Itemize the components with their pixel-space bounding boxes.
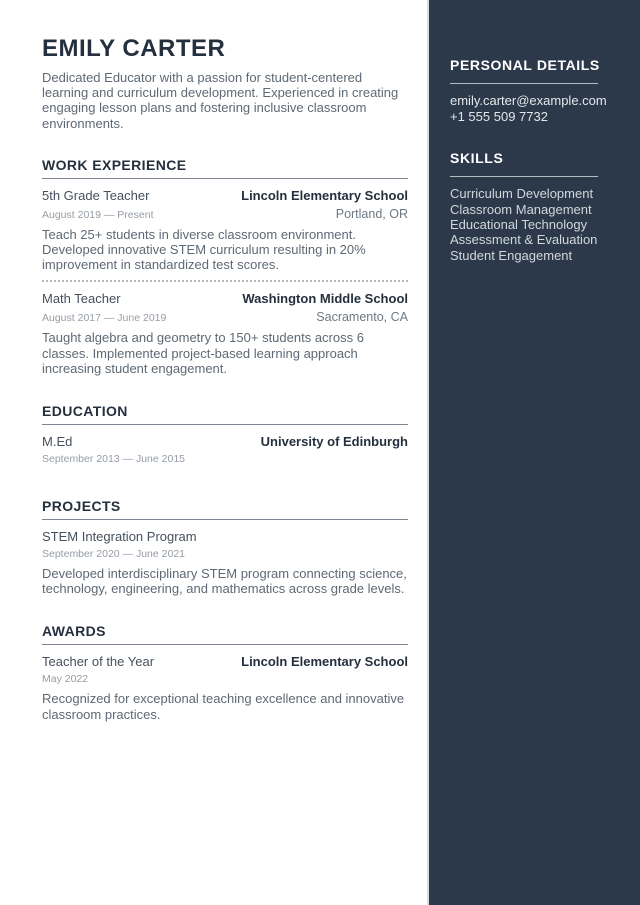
sidebar-heading-skills: SKILLS [450,150,504,167]
job-organization: Lincoln Elementary School [241,187,408,203]
job-description: Taught algebra and geometry to 150+ students across 6 classes. Implemented project-based learning approach increasing student engagement. [42,330,364,376]
sidebar-rule [450,176,598,177]
work-entry [42,188,408,273]
job-dates: August 2017 — June 2019 [42,312,167,325]
work-entry-meta [42,310,408,324]
sidebar-rule [450,83,598,84]
work-entry-meta [42,207,408,221]
award-entry-header [42,654,408,669]
section-projects [42,498,408,596]
section-heading-awards: AWARDS [42,623,408,645]
degree-title: M.Ed [42,434,73,450]
job-title: 5th Grade Teacher [42,187,150,203]
job-title: Math Teacher [42,291,121,307]
skills-list [450,186,620,263]
section-education [42,403,408,465]
job-description: Teach 25+ students in diverse classroom environment. Developed innovative STEM curriculum resulting in 20% improvement in standardized test scores. [42,226,366,273]
award-description: Recognized for exceptional teaching excellence and innovative classroom practices. [42,691,405,722]
section-awards [42,623,408,721]
work-entry [42,291,408,376]
project-entry-header [42,529,408,544]
project-title: STEM Integration Program [42,529,197,545]
project-entry [42,529,408,596]
school-name: University of Edinburgh [260,434,408,450]
sidebar-section-skills [450,148,620,263]
contact-email: emily.carter@example.com [450,93,607,109]
job-dates: August 2019 — Present [42,208,154,221]
candidate-name: EMILY CARTER [42,35,226,62]
section-work-experience [42,157,408,376]
award-entry-meta [42,673,408,685]
work-entry-header [42,291,408,306]
skill-item: Curriculum Development [450,186,594,202]
education-entry-meta [42,453,408,465]
work-entry-header [42,188,408,203]
job-location: Portland, OR [335,206,408,221]
sidebar-section-personal-details [450,55,620,125]
award-dates: May 2022 [42,673,89,686]
skill-item: Student Engagement [450,247,573,263]
project-description: Developed interdisciplinary STEM program connecting science, technology, engineering, and mathematics across grade levels. [42,566,407,597]
sidebar-heading-personal-details: PERSONAL DETAILS [450,57,600,73]
entry-divider [42,280,408,282]
job-location: Sacramento, CA [316,310,408,325]
skill-item: Educational Technology [450,216,588,232]
award-entry [42,654,408,721]
award-organization: Lincoln Elementary School [241,654,408,670]
project-entry-meta [42,548,408,560]
section-heading-projects: PROJECTS [42,498,408,520]
resume-sidebar [429,0,640,905]
skill-item: Classroom Management [450,201,592,217]
section-heading-work-experience: WORK EXPERIENCE [42,157,408,179]
job-organization: Washington Middle School [242,291,408,307]
education-dates: September 2013 — June 2015 [42,453,186,466]
skill-item: Assessment & Evaluation [450,232,598,248]
section-heading-education: EDUCATION [42,403,408,425]
education-entry [42,434,408,465]
project-dates: September 2020 — June 2021 [42,548,186,561]
education-entry-header [42,434,408,449]
profile-summary: Dedicated Educator with a passion for student-centered learning and curriculum development. Experienced in creating engaging lesson plans and fostering inclusive classroom environments. [42,70,399,131]
award-title: Teacher of the Year [42,654,155,670]
contact-phone: +1 555 509 7732 [450,109,548,125]
